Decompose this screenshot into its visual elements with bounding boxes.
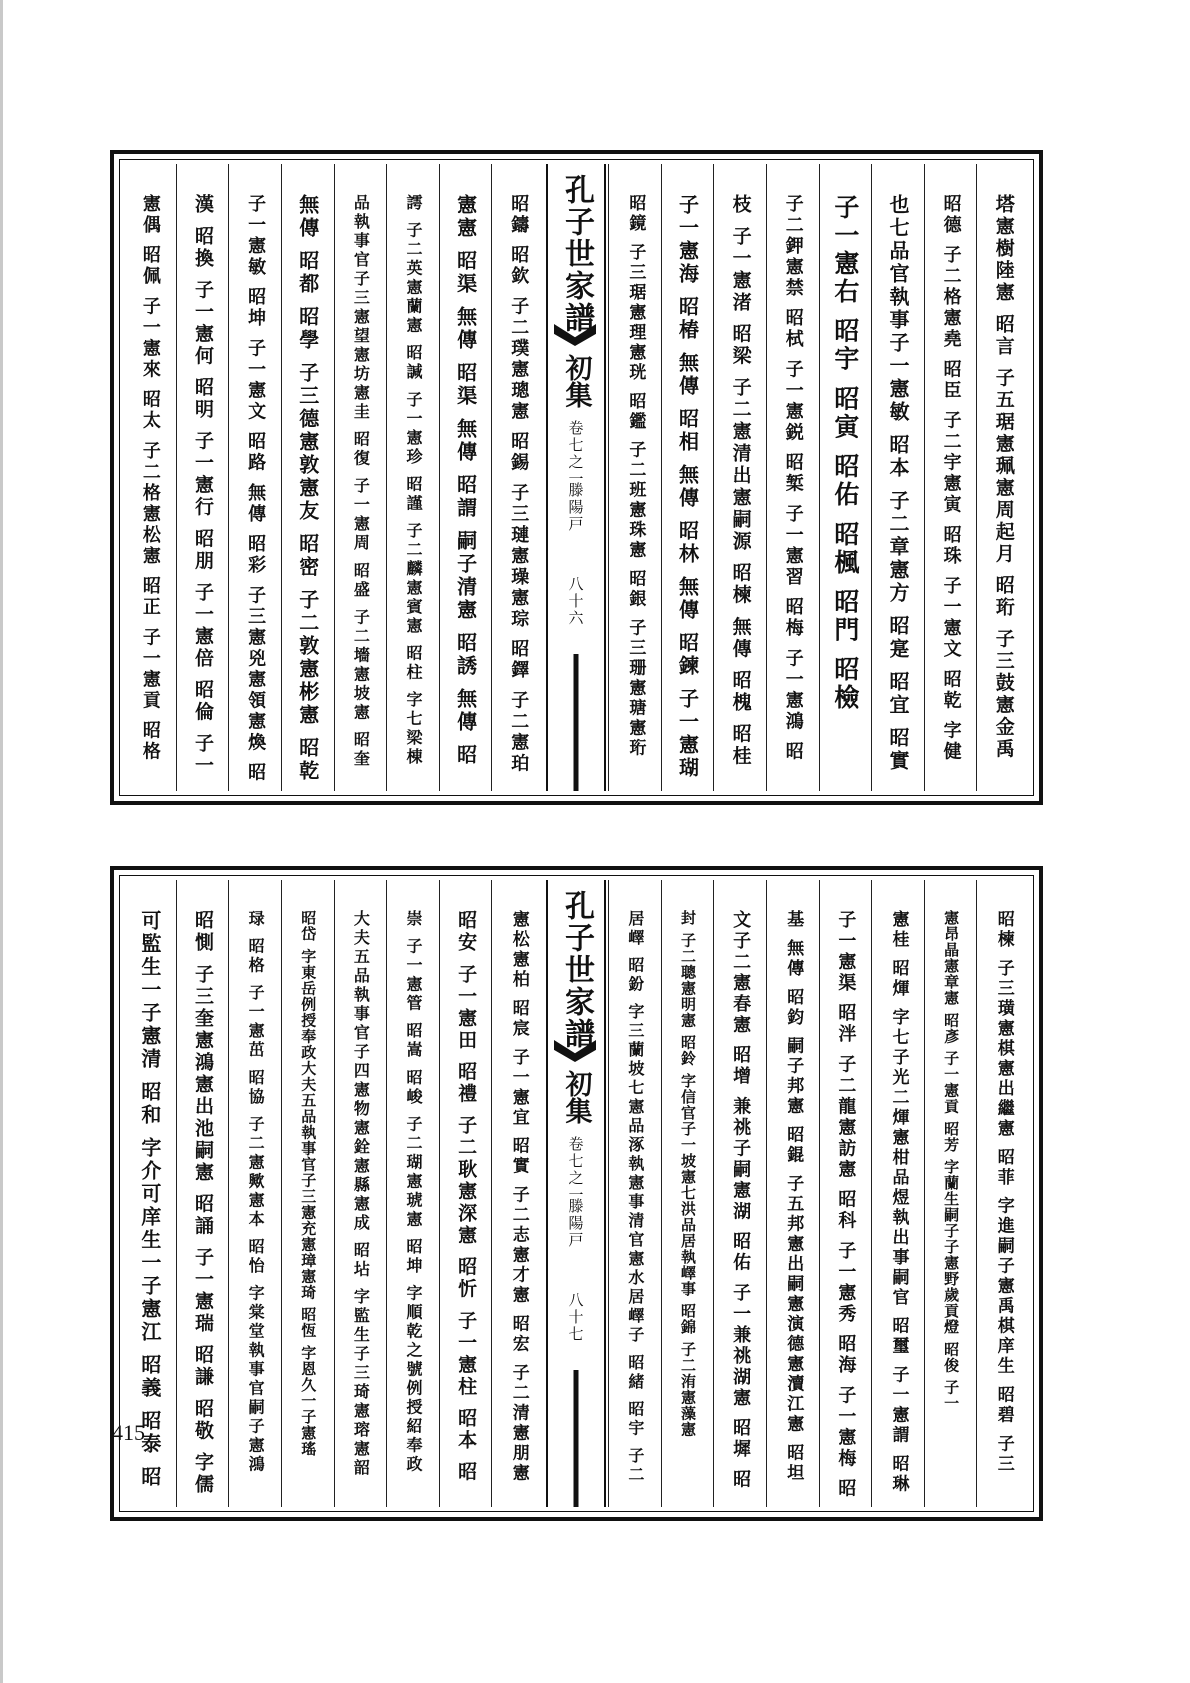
column-text: 子一憲右 昭宇 昭寅 昭佑 昭楓 昭門 昭檢 (830, 194, 860, 713)
text-column (924, 880, 977, 1507)
book-title: 孔子世家譜 (559, 890, 594, 1050)
center-header-column (546, 880, 606, 1507)
text-column (924, 164, 977, 791)
column-text: 枝 子一憲渚 昭梁 子二憲清出憲嗣源 昭楝 無傳 昭槐 昭桂 (729, 194, 752, 768)
column-text: 琭 昭格 子一憲茁 昭協 子二憲歟憲本 昭怡 字棠堂執事官嗣子憲鴻 (246, 910, 266, 1475)
text-column (819, 164, 872, 791)
column-text: 子二鉀憲禁 昭栻 子一憲鋭 昭椠 子一憲習 昭梅 子一憲鴻 昭 (782, 194, 804, 763)
text-column (386, 880, 439, 1507)
column-text: 謣 子二英憲蘭憲 昭諴 子一憲珍 昭謹 子二麟憲賓憲 昭柱 字七梁棟 (403, 194, 423, 767)
column-text: 基 無傳 昭鈞 嗣子邦憲 昭錕 子五邦憲出嗣憲演德憲瀆江憲 昭坦 (783, 910, 804, 1484)
text-column (871, 164, 924, 791)
text-column (871, 880, 924, 1507)
column-text: 昭岱 字東岳例授奉政大夫五品執事官子三憲充憲璋憲琦 昭恆 字恩久一子憲瑤 (299, 910, 318, 1457)
text-column (661, 164, 714, 791)
text-column (766, 880, 819, 1507)
text-column (176, 164, 229, 791)
column-text: 憲昂晶憲章憲 昭彥 子一憲貢 昭芳 字蘭生嗣子子憲野歲貢燈 昭俊 子一 (942, 910, 961, 1412)
text-column (281, 880, 334, 1507)
column-text: 昭惻 子三奎憲鴻憲出池嗣憲 昭誦 子一憲瑞 昭謙 昭敬 字儒 (191, 910, 214, 1496)
household-label: 滕陽戸 (566, 482, 585, 533)
text-column (124, 164, 176, 791)
text-column (334, 164, 387, 791)
center-bar (574, 1370, 579, 1507)
lower-text-block (110, 866, 1043, 1521)
column-text: 憲憲 昭渠 無傳 昭渠 無傳 昭謂 嗣子清憲 昭誘 無傳 昭 (453, 194, 478, 767)
text-column (334, 880, 387, 1507)
column-text: 封 子二聰憲明憲 昭鈴 字信官子一坡憲七洪品居執嶧事 昭錦 子二洧憲藻憲 (678, 910, 697, 1438)
column-text: 也七品官執事子一憲敏 昭本 子二章憲方 昭寔 昭宜 昭實 (885, 194, 910, 773)
upper-text-block (110, 150, 1043, 805)
column-text: 崇 子一憲管 昭嵩 昭峻 子二瑚憲琥憲 昭坤 字順乾之號例授紹奉政 (403, 910, 423, 1475)
text-column (608, 880, 661, 1507)
text-column (386, 164, 439, 791)
column-text: 憲偶 昭佩 子一憲來 昭太 子二格憲松憲 昭正 子一憲貢 昭格 (139, 194, 161, 763)
household-label: 滕陽戸 (566, 1198, 585, 1249)
text-column (439, 880, 492, 1507)
column-text: 無傳 昭都 昭學 子三德憲敦憲友 昭密 子二敦憲彬憲 昭乾 (295, 194, 320, 783)
column-text: 憲松憲柏 昭宸 子一憲宜 昭實 子二志憲才憲 昭宏 子二清憲朋憲 (508, 910, 529, 1484)
column-text: 可監生一子憲清 昭和 字介可庠生一子憲江 昭義 昭泰 昭 (137, 910, 162, 1489)
column-text: 子一憲渠 昭泮 子二龍憲訪憲 昭科 子一憲秀 昭海 子一憲梅 昭 (835, 910, 857, 1500)
column-text: 品執事官子三憲望憲坊憲圭 昭復 子一憲周 昭盛 子二墻憲坡憲 昭奎 (351, 194, 371, 769)
column-text: 子一憲海 昭椿 無傳 昭相 無傳 昭林 無傳 昭鍊 子一憲瑚 (675, 194, 700, 780)
column-text: 昭楝 子三璜憲棋憲出繼憲 昭菲 字進嗣子憲禹棋庠生 昭碧 子三 (993, 910, 1014, 1475)
volume-label: 初集 (560, 354, 592, 408)
upper-columns (124, 164, 1029, 791)
column-text: 居嶧 昭鈖 字三蘭坡七憲品涿執憲事清官憲水居嶧子 昭緒 昭宇 子二 (625, 910, 645, 1485)
column-text: 昭德 子二格憲堯 昭臣 子二宇憲寅 昭珠 子一憲文 昭乾 字健 (940, 194, 962, 763)
column-text: 大夫五品執事官子四憲物憲銓憲縣憲成 昭坫 字監生子三琦憲瑢憲韶 (351, 910, 371, 1479)
text-column (281, 164, 334, 791)
page-edge-line (0, 0, 3, 1683)
text-column (819, 880, 872, 1507)
volume-label: 初集 (560, 1070, 592, 1124)
text-column (491, 164, 544, 791)
text-column (608, 164, 661, 791)
text-column (713, 164, 766, 791)
text-column (176, 880, 229, 1507)
folio-number: 八十七 (566, 1292, 585, 1343)
book-title: 孔子世家譜 (559, 174, 594, 334)
page-number: 415 (112, 1420, 145, 1445)
text-column (228, 164, 281, 791)
text-column (228, 880, 281, 1507)
text-column (439, 164, 492, 791)
column-text: 漢 昭換 子一憲何 昭明 子一憲行 昭朋 子一憲倍 昭倫 子一 (191, 194, 214, 777)
column-text: 昭鏡 子三琚憲理憲珖 昭鑑 子二班憲珠憲 昭銀 子三珊憲瑭憲珩 (625, 194, 646, 759)
center-header-column (546, 164, 606, 791)
text-column (713, 880, 766, 1507)
lower-columns (124, 880, 1029, 1507)
text-column (766, 164, 819, 791)
column-text: 塔憲樹陸憲 昭言 子五琚憲珮憲周起月 昭珩 子三鼓憲金禹 (992, 194, 1015, 761)
column-text: 昭安 子一憲田 昭禮 子二耿憲深憲 昭忻 子一憲柱 昭本 昭 (455, 910, 478, 1484)
text-column (661, 880, 714, 1507)
text-column (976, 164, 1029, 791)
text-column (124, 880, 176, 1507)
text-column (491, 880, 544, 1507)
center-bar (574, 654, 579, 791)
juan-label: 卷七之一 (566, 420, 585, 488)
juan-label: 卷七之一 (566, 1136, 585, 1204)
folio-number: 八十六 (566, 576, 585, 627)
text-column (976, 880, 1029, 1507)
column-text: 子一憲敏 昭坤 子一憲文 昭路 無傳 昭彩 子三憲兇憲領憲煥 昭 (245, 194, 267, 784)
column-text: 文子二憲春憲 昭增 兼祧子嗣憲湖 昭佑 子一兼祧湖憲 昭墀 昭 (730, 910, 752, 1491)
column-text: 昭鑄 昭欽 子二璞憲璁憲 昭錫 子三璉憲璪憲琮 昭鐸 子二憲珀 (508, 194, 530, 775)
column-text: 憲桂 昭煇 字七子光二煇憲柑品煜執出事嗣官 昭璽 子一憲謂 昭琳 (888, 910, 909, 1495)
